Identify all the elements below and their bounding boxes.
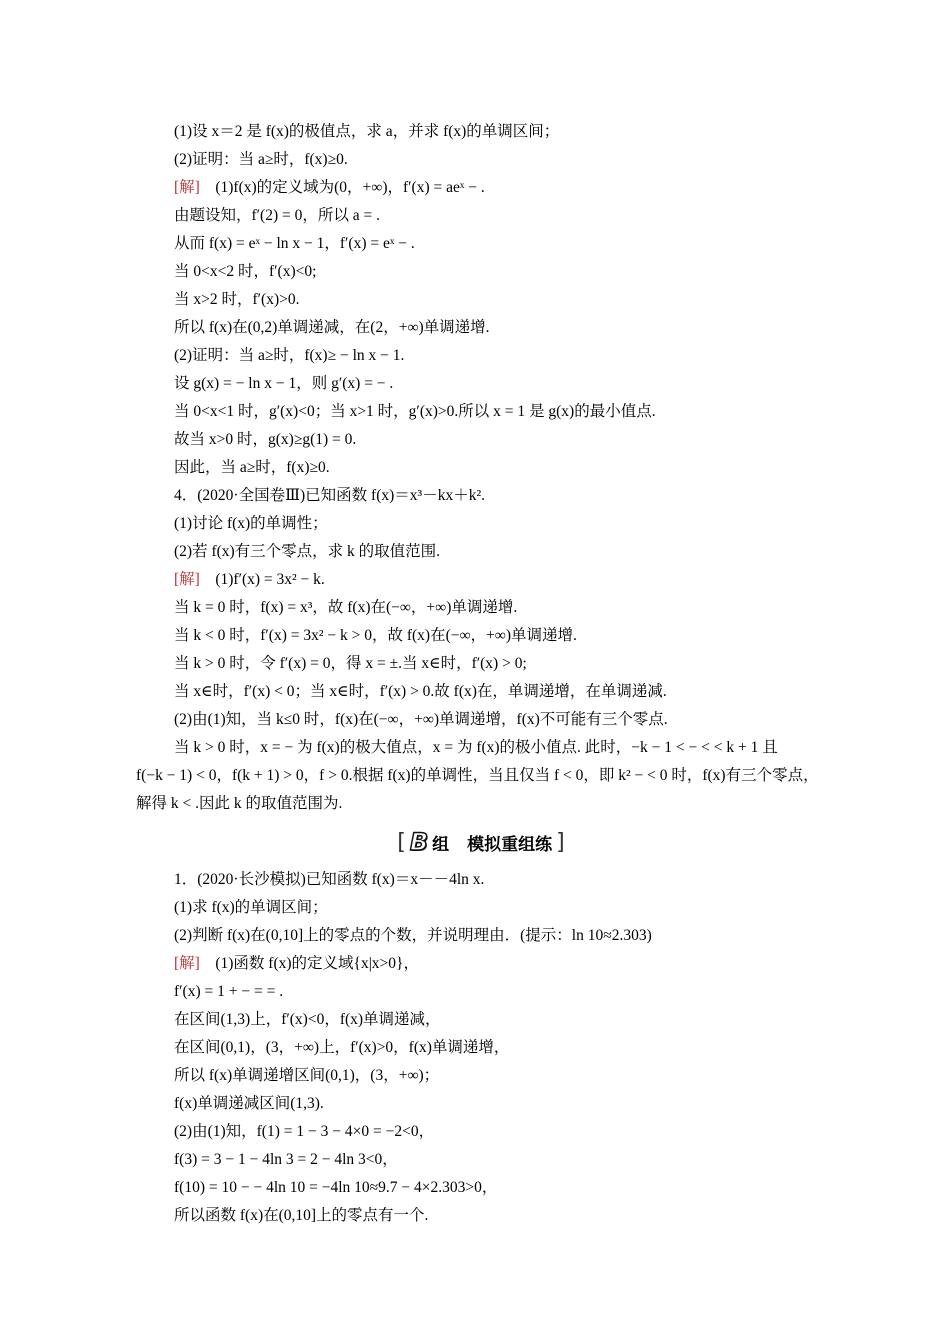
paragraph-line: 解得 k < .因此 k 的取值范围为. bbox=[136, 795, 343, 812]
solution-tag: [解] bbox=[174, 955, 200, 972]
wrapped-paragraph bbox=[136, 734, 826, 818]
solution-text: (1)f′(x) = 3x² − k. bbox=[199, 571, 325, 588]
solution-line bbox=[136, 174, 826, 202]
section-group-label: 组 bbox=[432, 834, 450, 855]
text-line: 当 0<x<2 时，f′(x)<0; bbox=[174, 263, 317, 280]
text-line: 由题设知，f′(2) = 0，所以 a = . bbox=[174, 207, 380, 224]
text-line: (2)证明：当 a≥时，f(x)≥ − ln x − 1. bbox=[174, 347, 405, 364]
text-line: f′(x) = 1 + − = = . bbox=[174, 983, 284, 1000]
text-line: 所以 f(x)在(0,2)单调递减，在(2，+∞)单调递增. bbox=[174, 319, 490, 336]
solution-text: (1)f(x)的定义域为(0，+∞)，f′(x) = aeˣ − . bbox=[199, 179, 485, 196]
problem-heading: 4．(2020·全国卷Ⅲ)已知函数 f(x)＝x³－kx＋k². bbox=[174, 487, 485, 504]
text-line: 在区间(1,3)上，f′(x)<0，f(x)单调递减， bbox=[174, 1011, 441, 1028]
right-bracket: ] bbox=[556, 829, 565, 855]
text-line: 从而 f(x) = eˣ − ln x − 1，f′(x) = eˣ − . bbox=[174, 235, 415, 252]
solution-tag: [解] bbox=[174, 571, 200, 588]
text-line: 所以 f(x)单调递增区间(0,1)，(3，+∞)； bbox=[174, 1067, 440, 1084]
section-header bbox=[136, 820, 826, 864]
text-line: f(10) = 10 − − 4ln 10 = −4ln 10≈9.7 − 4×2.303>0， bbox=[174, 1179, 498, 1196]
text-line: (2)由(1)知，f(1) = 1 − 3 − 4×0 = −2<0， bbox=[174, 1123, 435, 1140]
text-line: 设 g(x) = − ln x − 1，则 g′(x) = − . bbox=[174, 375, 394, 392]
text-line: 在区间(0,1)，(3，+∞)上，f′(x)>0，f(x)单调递增， bbox=[174, 1039, 510, 1056]
text-line: (2)证明：当 a≥时，f(x)≥0. bbox=[174, 151, 348, 168]
text-line: 故当 x>0 时，g(x)≥g(1) = 0. bbox=[174, 431, 357, 448]
text-line: f(3) = 3 − 1 − 4ln 3 = 2 − 4ln 3<0， bbox=[174, 1151, 398, 1168]
text-line: 当 x>2 时，f′(x)>0. bbox=[174, 291, 300, 308]
document-content bbox=[136, 118, 826, 1230]
text-line: 因此，当 a≥时，f(x)≥0. bbox=[174, 459, 330, 476]
solution-tag: [解] bbox=[174, 179, 200, 196]
text-line: 所以函数 f(x)在(0,10]上的零点有一个. bbox=[174, 1207, 429, 1224]
section-badge: B bbox=[409, 828, 429, 856]
text-line: 当 x∈时，f′(x) < 0；当 x∈时，f′(x) > 0.故 f(x)在，单调递增，在单调递减. bbox=[174, 683, 667, 700]
text-line: f(x)单调递减区间(1,3). bbox=[174, 1095, 324, 1112]
text-line: 当 k > 0 时，令 f′(x) = 0，得 x = ±.当 x∈时，f′(x) > 0; bbox=[174, 655, 527, 672]
text-line: (1)设 x＝2 是 f(x)的极值点，求 a，并求 f(x)的单调区间； bbox=[174, 123, 560, 140]
text-line: 当 k < 0 时，f′(x) = 3x² − k > 0，故 f(x)在(−∞，+∞)单调递增. bbox=[174, 627, 577, 644]
solution-text: (1)函数 f(x)的定义域{x|x>0}， bbox=[199, 955, 419, 972]
solution-line bbox=[136, 950, 826, 978]
left-bracket: [ bbox=[397, 829, 406, 855]
text-line: (2)判断 f(x)在(0,10]上的零点的个数，并说明理由．(提示：ln 10≈2.303) bbox=[174, 927, 652, 944]
paragraph-line: 当 k > 0 时，x = − 为 f(x)的极大值点，x = 为 f(x)的极小值点. 此时，−k − 1 < − < < k + 1 且 bbox=[174, 739, 778, 756]
text-line: (2)由(1)知，当 k≤0 时，f(x)在(−∞，+∞)单调递增，f(x)不可能有三个零点. bbox=[174, 711, 668, 728]
text-line: 当 k = 0 时，f(x) = x³，故 f(x)在(−∞，+∞)单调递增. bbox=[174, 599, 518, 616]
problem-heading: 1．(2020·长沙模拟)已知函数 f(x)＝x－－4ln x. bbox=[174, 871, 485, 888]
text-line: (1)讨论 f(x)的单调性； bbox=[174, 515, 328, 532]
paragraph-line: f(−k − 1) < 0，f(k + 1) > 0，f > 0.根据 f(x)的单调性，当且仅当 f < 0，即 k² − < 0 时，f(x)有三个零点， bbox=[136, 767, 819, 784]
solution-line bbox=[136, 566, 826, 594]
text-line: (2)若 f(x)有三个零点，求 k 的取值范围. bbox=[174, 543, 441, 560]
text-line: 当 0<x<1 时，g′(x)<0；当 x>1 时，g′(x)>0.所以 x = 1 是 g(x)的最小值点. bbox=[174, 403, 656, 420]
section-title: 模拟重组练 bbox=[467, 834, 553, 855]
text-line: (1)求 f(x)的单调区间； bbox=[174, 899, 328, 916]
